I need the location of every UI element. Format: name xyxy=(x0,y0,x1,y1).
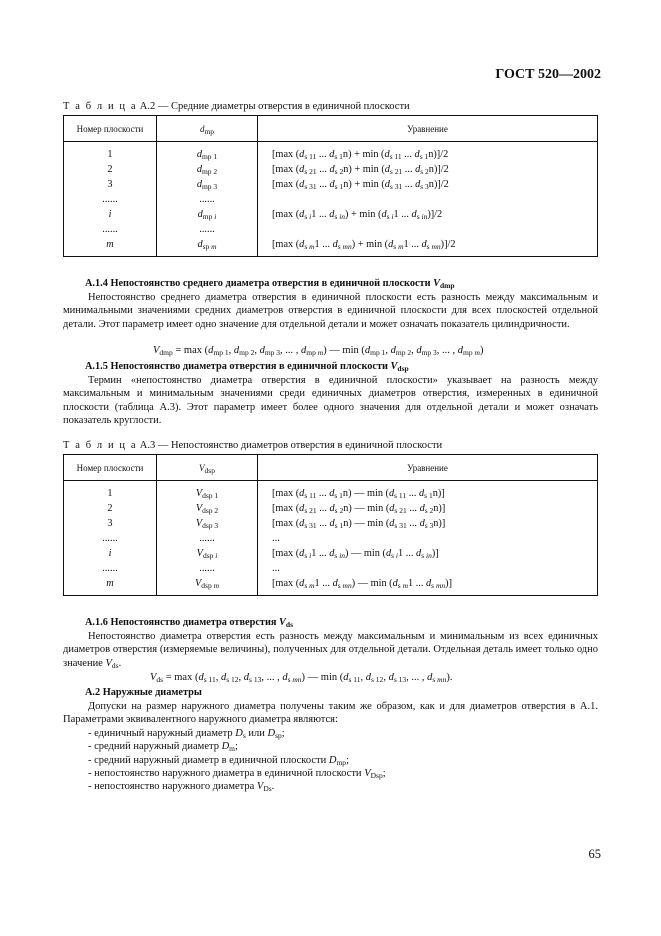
cell-symbol: $d_{mp i}$ xyxy=(157,207,258,222)
cell-plane-number: m xyxy=(64,237,157,257)
table-row xyxy=(64,222,598,237)
cell-symbol: $V_{dsp i}$ xyxy=(157,546,258,561)
caption-text: А.3 — Непостоянство диаметров отверстия в единичной плоскости xyxy=(137,440,443,451)
list-item: - непостоянство наружного диаметра $V_{Ds}$. xyxy=(88,781,275,794)
cell-equation: [max ($d_{s 31}$ ... $d_{s 1}n$) — $\min (d_{s 31}$ ... $d_{s 3}n$)] xyxy=(258,516,598,531)
table-row xyxy=(64,481,598,502)
cell-equation: ... xyxy=(258,561,598,576)
cell-plane-number: ...... xyxy=(64,531,157,546)
cell-plane-number: 1 xyxy=(64,481,157,502)
col-header: Уравнение xyxy=(258,116,598,142)
col-header: Уравнение xyxy=(258,455,598,481)
cell-equation xyxy=(258,222,598,237)
outer-diameter-list xyxy=(88,727,386,793)
section-a2-title: A.2 Наружные диаметры xyxy=(85,687,202,698)
cell-equation: [max ($d_{s 21}$ ... $d_{s 2}n$) — $\min (d_{s 21}$ ... $d_{s 2}n$)] xyxy=(258,501,598,516)
cell-equation: [max ($d_{s 21}$ ... $d_{s 2}n) + \min (d_{s 21}$ ... $d_{s 2}n)]/2$ xyxy=(258,162,598,177)
cell-plane-number: ...... xyxy=(64,561,157,576)
table-row xyxy=(64,237,598,257)
table-a2-caption xyxy=(63,101,410,112)
table-row xyxy=(64,177,598,192)
cell-symbol: $V_{dsp 2}$ xyxy=(157,501,258,516)
cell-symbol: ...... xyxy=(157,531,258,546)
cell-plane-number: ...... xyxy=(64,222,157,237)
cell-symbol: $V_{dsp 1}$ xyxy=(157,481,258,502)
caption-prefix: Т а б л и ц а xyxy=(63,101,138,112)
table-row xyxy=(64,546,598,561)
cell-plane-number: i xyxy=(64,546,157,561)
table-row xyxy=(64,192,598,207)
page-header: ГОСТ 520—2002 xyxy=(495,67,601,82)
table-a3 xyxy=(63,454,598,596)
list-item: - средний наружный диаметр $D_m$; xyxy=(88,741,238,754)
table-header-row xyxy=(64,116,598,142)
col-header: $V_{dsp}$ xyxy=(157,455,258,481)
table-header-row xyxy=(64,455,598,481)
cell-plane-number: i xyxy=(64,207,157,222)
cell-symbol: $V_{dsp m}$ xyxy=(157,576,258,596)
list-item: - непостоянство наружного диаметра в единичной плоскости $V_{Dsp}$; xyxy=(88,767,386,780)
cell-plane-number: 2 xyxy=(64,501,157,516)
cell-equation: [max ($d_{s i}1$ ... $d_{s in}) + \min (d_{s i}1$ ... $d_{s in})]/2$ xyxy=(258,207,598,222)
cell-equation: [max ($d_{s 11}$ ... $d_{s 1}n$) — $\min (d_{s 11}$ ... $d_{s 1}n$)] xyxy=(258,481,598,502)
table-a2 xyxy=(63,115,598,257)
page-number: 65 xyxy=(588,847,601,861)
col-header: Номер плоскости xyxy=(64,455,157,481)
table-row xyxy=(64,501,598,516)
caption-prefix: Т а б л и ц а xyxy=(63,440,138,451)
cell-equation: [max ($d_{s i}1$ ... $d_{s in}$) — $\min (d_{s i}1$ ... $d_{s in}$)] xyxy=(258,546,598,561)
cell-symbol: $d_{mp 3}$ xyxy=(157,177,258,192)
section-a15-text: Термин «непостоянство диаметра отверстия в единичной плоскости» указывает на разность между максимальным и минимальным значениями среди единичных диаметров отверстия, измеренных в единичной плоскости (таблица А.3). Этот параметр имеет более одного значения для отдельной детали и может означать показатель круглости. xyxy=(63,375,598,426)
cell-equation: [max ($d_{s 11}$ ... $d_{s 1}n) + \min (d_{s 11}$ ... $d_{s 1}n)]/2$ xyxy=(258,142,598,163)
cell-symbol: $V_{dsp 3}$ xyxy=(157,516,258,531)
table-row xyxy=(64,516,598,531)
cell-symbol: ...... xyxy=(157,561,258,576)
list-item: - единичный наружный диаметр $D_s$ или $D_{sp}$; xyxy=(88,728,285,740)
cell-symbol: $d_{mp 1}$ xyxy=(157,142,258,163)
section-a16-title: A.1.6 Непостоянство диаметра отверстия $V_{ds}$ xyxy=(85,617,294,629)
cell-plane-number: 3 xyxy=(64,516,157,531)
cell-plane-number: 2 xyxy=(64,162,157,177)
table-row xyxy=(64,576,598,596)
cell-symbol: $d_{sp m}$ xyxy=(157,237,258,257)
cell-plane-number: ...... xyxy=(64,192,157,207)
section-a2-text: Допуски на размер наружного диаметра получены таким же образом, как и для диаметров отверстия в А.1. Параметрами эквивалентного наружного диаметра являются: xyxy=(63,701,598,726)
section-a16-text: Непостоянство диаметра отверстия есть разность между максимальным и минимальным из всех единичных диаметров отверстия (измеряемые величины), полученных для отдельной детали. Отдельная деталь имеет только одно значение $V_{ds}$. xyxy=(63,631,598,670)
formula-vdmp: $V_{dmp} = \max (d_{mp 1}$, $d_{mp 2}$, $d_{mp 3}$, ... , $d_{mp m}$) — $\min (d_{mp 1}$, $d_{mp 2}$, $d_{mp 3}$, ... , $d_{mp m}$) xyxy=(153,345,484,357)
cell-symbol: ...... xyxy=(157,222,258,237)
table-row xyxy=(64,561,598,576)
cell-plane-number: 3 xyxy=(64,177,157,192)
cell-equation xyxy=(258,192,598,207)
list-item: - средний наружный диаметр в единичной плоскости $D_{mp}$; xyxy=(88,754,349,767)
cell-equation: [max ($d_{s 31}$ ... $d_{s 1}n) + \min (d_{s 31}$ ... $d_{s 3}n)]/2$ xyxy=(258,177,598,192)
section-a15-title: A.1.5 Непостоянство диаметра отверстия в единичной плоскости $V_{dsp}$ xyxy=(85,361,409,373)
cell-equation: [max ($d_{s m}1$ ... $d_{s mn}) + \min (d_{s m}1$ ... $d_{s mn})]/2$ xyxy=(258,237,598,257)
table-a3-caption xyxy=(63,440,442,451)
cell-symbol: $d_{mp 2}$ xyxy=(157,162,258,177)
section-a14-text: Непостоянство среднего диаметра отверстия в единичной плоскости есть разность между максимальным и минимальными значениями средних диаметров отверстия в единичной плоскости для всех плоскостей отдельной детали. Этот параметр имеет одно значение для отдельной детали и может означать показатель цилиндричности. xyxy=(63,292,598,330)
formula-vds: $V_{ds} = \max (d_{s 11}$, $d_{s 12}$, $d_{s 13}$, ... , $d_{s mn}$) — $\min (d_{s 11}$, $d_{s 12}$, $d_{s 13}$, ... , $d_{s mn}$). xyxy=(150,672,453,684)
cell-plane-number: 1 xyxy=(64,142,157,163)
col-header: $d_{mp}$ xyxy=(157,116,258,142)
table-row xyxy=(64,207,598,222)
table-row xyxy=(64,162,598,177)
caption-text: А.2 — Средние диаметры отверстия в единичной плоскости xyxy=(137,101,410,112)
table-row xyxy=(64,531,598,546)
cell-equation: [max ($d_{s m}1$ ... $d_{s mn}$) — $\min (d_{s m}1$ ... $d_{s mn}$)] xyxy=(258,576,598,596)
table-row xyxy=(64,142,598,163)
cell-symbol: ...... xyxy=(157,192,258,207)
section-a14-title: A.1.4 Непостоянство среднего диаметра отверстия в единичной плоскости $V_{dmp}$ xyxy=(85,278,455,290)
col-header: Номер плоскости xyxy=(64,116,157,142)
cell-plane-number: m xyxy=(64,576,157,596)
cell-equation: ... xyxy=(258,531,598,546)
